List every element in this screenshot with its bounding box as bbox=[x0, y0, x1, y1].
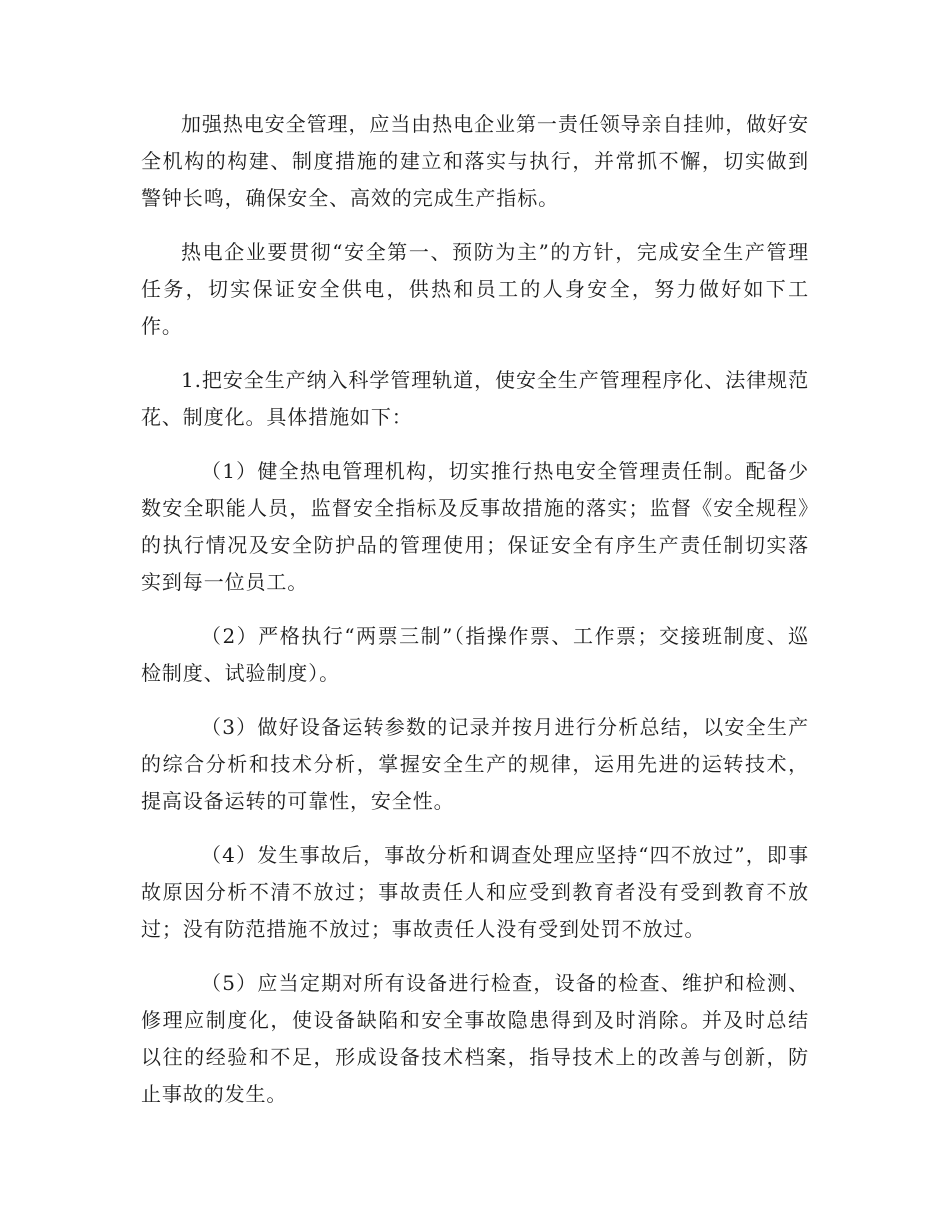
document-body bbox=[141, 106, 809, 1130]
paragraph-measure-4: （4）发生事故后，事故分析和调查处理应坚持“四不放过”，即事故原因分析不清不放过；事故责任人和应受到教育者没有受到教育不放过；没有防范措施不放过；事故责任人没有受到处罚不放过。 bbox=[141, 843, 809, 941]
paragraph-measure-5: （5）应当定期对所有设备进行检查，设备的检查、维护和检测、修理应制度化，使设备缺陷和安全事故隐患得到及时消除。并及时总结以往的经验和不足，形成设备技术档案，指导技术上的改善与创新，防止事故的发生。 bbox=[141, 971, 809, 1106]
paragraph-point-1: 1.把安全生产纳入科学管理轨道，使安全生产管理程序化、法律规范花、制度化。具体措施如下： bbox=[141, 368, 809, 429]
paragraph-intro: 加强热电安全管理，应当由热电企业第一责任领导亲自挂帅，做好安全机构的构建、制度措施的建立和落实与执行，并常抓不懈，切实做到警钟长鸣，确保安全、高效的完成生产指标。 bbox=[141, 112, 809, 210]
paragraph-measure-2: （2）严格执行“两票三制”（指操作票、工作票；交接班制度、巡检制度、试验制度）。 bbox=[141, 624, 809, 685]
paragraph-policy: 热电企业要贯彻“安全第一、预防为主”的方针，完成安全生产管理任务，切实保证安全供电，供热和员工的人身安全，努力做好如下工作。 bbox=[141, 240, 809, 338]
paragraph-measure-3: （3）做好设备运转参数的记录并按月进行分析总结，以安全生产的综合分析和技术分析，掌握安全生产的规律，运用先进的运转技术，提高设备运转的可靠性，安全性。 bbox=[141, 715, 809, 813]
paragraph-measure-1: （1）健全热电管理机构，切实推行热电安全管理责任制。配备少数安全职能人员，监督安全指标及反事故措施的落实；监督《安全规程》的执行情况及安全防护品的管理使用；保证安全有序生产责任制切实落实到每一位员工。 bbox=[141, 459, 809, 594]
